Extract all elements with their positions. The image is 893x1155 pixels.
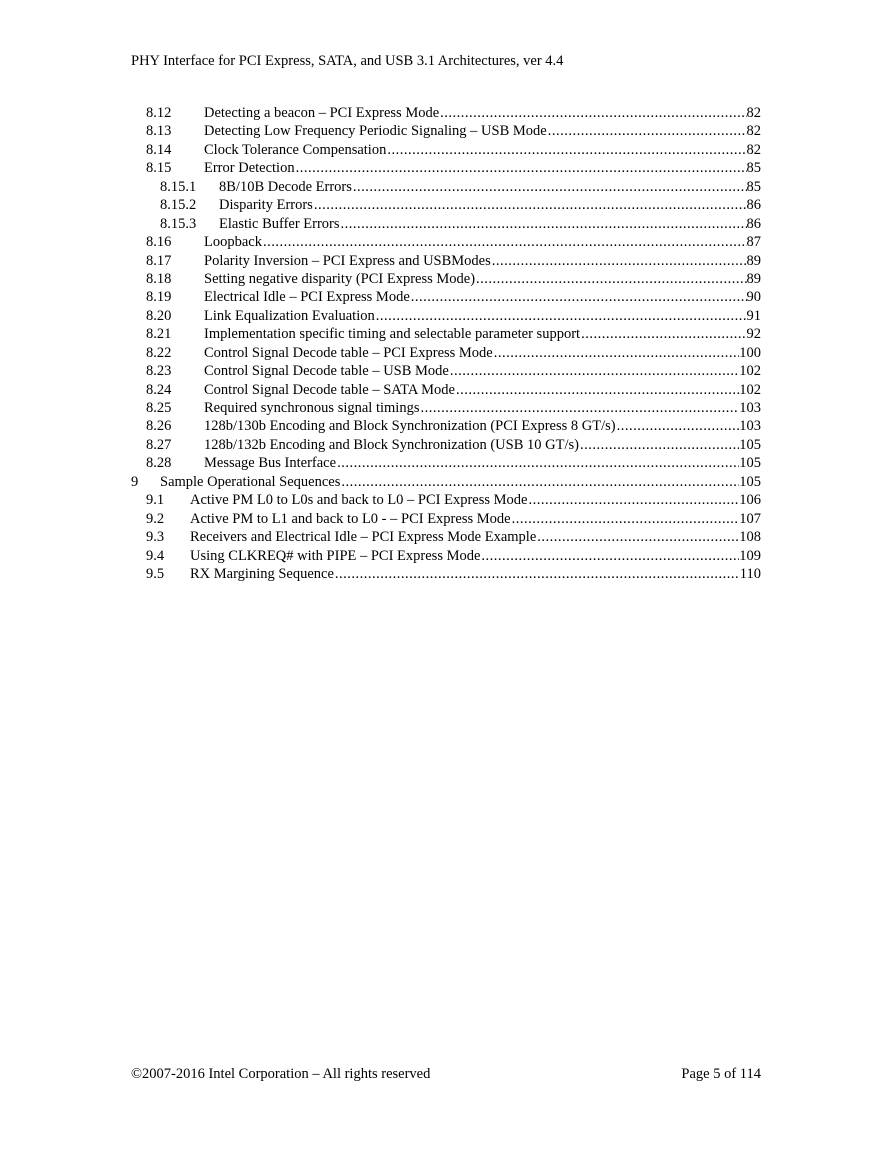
toc-entry-page: 82	[746, 141, 761, 158]
toc-entry[interactable]	[131, 159, 761, 177]
toc-entry[interactable]	[131, 104, 761, 122]
toc-dot-leader	[313, 196, 747, 214]
toc-entry-number: 8.17	[146, 252, 172, 269]
toc-entry-number: 8.23	[146, 363, 172, 380]
toc-entry-page: 86	[746, 215, 761, 232]
toc-entry-title: RX Margining Sequence	[190, 565, 334, 582]
toc-entry-number: 9	[131, 473, 139, 490]
toc-entry-page: 82	[746, 123, 761, 140]
toc-dot-leader	[491, 252, 747, 270]
toc-entry-page: 105	[739, 455, 761, 472]
toc-entry-page: 107	[739, 510, 761, 527]
toc-entry-number: 9.1	[146, 492, 165, 509]
toc-entry[interactable]	[131, 473, 761, 491]
toc-entry-number: 8.19	[146, 289, 172, 306]
toc-entry[interactable]	[131, 491, 761, 509]
toc-entry-number: 8.13	[146, 123, 172, 140]
toc-entry[interactable]	[131, 141, 761, 159]
toc-dot-leader	[480, 547, 739, 565]
footer-page-number: Page 5 of 114	[681, 1066, 761, 1082]
toc-dot-leader	[334, 565, 740, 583]
toc-dot-leader	[536, 528, 739, 546]
toc-dot-leader	[375, 307, 747, 325]
toc-entry[interactable]	[131, 381, 761, 399]
page-header: PHY Interface for PCI Express, SATA, and USB 3.1 Architectures, ver 4.4	[131, 53, 564, 69]
toc-entry-title: Implementation specific timing and selectable parameter support	[204, 326, 581, 343]
toc-entry-page: 105	[739, 436, 761, 453]
toc-entry-number: 9.4	[146, 547, 165, 564]
toc-dot-leader	[547, 122, 747, 140]
toc-entry-number: 8.28	[146, 455, 172, 472]
toc-dot-leader	[419, 399, 739, 417]
toc-entry-title: Control Signal Decode table – SATA Mode	[204, 381, 455, 398]
footer-copyright: ©2007-2016 Intel Corporation – All rights reserved	[131, 1066, 431, 1082]
toc-entry[interactable]	[131, 417, 761, 435]
toc-entry-title: Detecting Low Frequency Periodic Signaling – USB Mode	[204, 123, 547, 140]
toc-entry-title: Control Signal Decode table – USB Mode	[204, 363, 449, 380]
toc-entry[interactable]	[131, 565, 761, 583]
toc-entry-title: Control Signal Decode table – PCI Express Mode	[204, 344, 493, 361]
toc-dot-leader	[449, 362, 739, 380]
toc-entry-page: 82	[746, 105, 761, 121]
toc-entry-title: Electrical Idle – PCI Express Mode	[204, 289, 410, 306]
toc-entry-number: 8.15	[146, 160, 172, 177]
toc-dot-leader	[439, 104, 746, 122]
toc-entry-page: 92	[746, 326, 761, 343]
toc-entry-title: 128b/132b Encoding and Block Synchronization (USB 10 GT/s)	[204, 436, 579, 453]
toc-entry-title: Detecting a beacon – PCI Express Mode	[204, 105, 440, 121]
toc-entry-number: 8.15.1	[160, 178, 197, 195]
toc-entry[interactable]	[131, 454, 761, 472]
toc-entry-number: 8.25	[146, 400, 172, 416]
toc-entry-page: 87	[746, 234, 761, 251]
toc-entry[interactable]	[131, 399, 761, 417]
toc-entry-page: 86	[746, 197, 761, 214]
toc-entry[interactable]	[131, 307, 761, 325]
toc-entry-number: 8.15.2	[160, 197, 197, 214]
toc-entry[interactable]	[131, 215, 761, 233]
toc-entry-page: 103	[739, 400, 761, 416]
toc-entry-title: Required synchronous signal timings	[204, 400, 420, 416]
toc-entry-title: Disparity Errors	[219, 197, 313, 214]
toc-dot-leader	[336, 454, 739, 472]
toc-entry-number: 8.27	[146, 436, 172, 453]
toc-entry-number: 8.12	[146, 105, 172, 121]
toc-entry-number: 9.2	[146, 510, 165, 527]
toc-dot-leader	[580, 325, 746, 343]
toc-entry-number: 8.20	[146, 307, 172, 324]
toc-dot-leader	[475, 270, 746, 288]
toc-entry-title: Active PM to L1 and back to L0 - – PCI Express Mode	[190, 510, 511, 527]
toc-dot-leader	[262, 233, 747, 251]
toc-entry-page: 85	[746, 160, 761, 177]
toc-entry-number: 8.15.3	[160, 215, 197, 232]
toc-entry[interactable]	[131, 288, 761, 306]
toc-entry[interactable]	[131, 122, 761, 140]
toc-entry[interactable]	[131, 528, 761, 546]
toc-entry-title: 8B/10B Decode Errors	[219, 178, 352, 195]
toc-dot-leader	[511, 510, 740, 528]
toc-entry-title: Setting negative disparity (PCI Express Mode)	[204, 270, 476, 287]
toc-dot-leader	[340, 215, 747, 233]
toc-entry-title: Loopback	[204, 234, 262, 251]
toc-dot-leader	[295, 159, 747, 177]
toc-entry-number: 8.21	[146, 326, 172, 343]
toc-entry[interactable]	[131, 252, 761, 270]
toc-entry[interactable]	[131, 178, 761, 196]
toc-entry-page: 102	[739, 363, 761, 380]
toc-entry[interactable]	[131, 233, 761, 251]
toc-entry-page: 91	[746, 307, 761, 324]
toc-entry-number: 8.18	[146, 270, 172, 287]
toc-entry[interactable]	[131, 344, 761, 362]
toc-entry-page: 90	[746, 289, 761, 306]
toc-entry-page: 105	[739, 473, 761, 490]
toc-entry-title: Error Detection	[204, 160, 295, 177]
toc-dot-leader	[616, 417, 740, 435]
toc-dot-leader	[410, 288, 747, 306]
toc-entry-number: 9.3	[146, 529, 165, 546]
toc-dot-leader	[455, 381, 739, 399]
toc-entry-number: 9.5	[146, 565, 165, 582]
toc-entry[interactable]	[131, 436, 761, 454]
toc-entry[interactable]	[131, 362, 761, 380]
toc-entry-page: 89	[746, 252, 761, 269]
table-of-contents	[131, 104, 761, 583]
toc-entry[interactable]	[131, 510, 761, 528]
toc-entry-title: Polarity Inversion – PCI Express and USBModes	[204, 252, 491, 269]
toc-entry-page: 109	[739, 547, 761, 564]
toc-entry-number: 8.22	[146, 344, 172, 361]
toc-entry[interactable]	[131, 196, 761, 214]
toc-entry-number: 8.16	[146, 234, 172, 251]
toc-dot-leader	[386, 141, 746, 159]
toc-entry[interactable]	[131, 325, 761, 343]
toc-entry-title: Sample Operational Sequences	[160, 473, 341, 490]
toc-entry-title: Message Bus Interface	[204, 455, 337, 472]
toc-entry-number: 8.24	[146, 381, 172, 398]
toc-dot-leader	[528, 491, 740, 509]
toc-entry-page: 89	[746, 270, 761, 287]
toc-entry-page: 85	[746, 178, 761, 195]
toc-entry-title: Active PM L0 to L0s and back to L0 – PCI Express Mode	[190, 492, 528, 509]
toc-entry-title: Clock Tolerance Compensation	[204, 141, 387, 158]
toc-dot-leader	[579, 436, 739, 454]
toc-entry-page: 100	[739, 344, 761, 361]
toc-entry[interactable]	[131, 547, 761, 565]
toc-entry-page: 102	[739, 381, 761, 398]
toc-entry-title: Receivers and Electrical Idle – PCI Express Mode Example	[190, 529, 537, 546]
toc-entry-page: 110	[739, 565, 761, 582]
toc-entry-number: 8.14	[146, 141, 172, 158]
toc-entry-page: 106	[739, 492, 761, 509]
toc-entry[interactable]	[131, 270, 761, 288]
toc-dot-leader	[493, 344, 740, 362]
toc-dot-leader	[340, 473, 739, 491]
toc-entry-title: Using CLKREQ# with PIPE – PCI Express Mode	[190, 547, 481, 564]
toc-entry-page: 103	[739, 418, 761, 435]
toc-entry-title: Link Equalization Evaluation	[204, 307, 375, 324]
toc-entry-number: 8.26	[146, 418, 172, 435]
toc-dot-leader	[352, 178, 747, 196]
toc-entry-title: 128b/130b Encoding and Block Synchronization (PCI Express 8 GT/s)	[204, 418, 616, 435]
toc-entry-title: Elastic Buffer Errors	[219, 215, 340, 232]
toc-entry-page: 108	[739, 529, 761, 546]
